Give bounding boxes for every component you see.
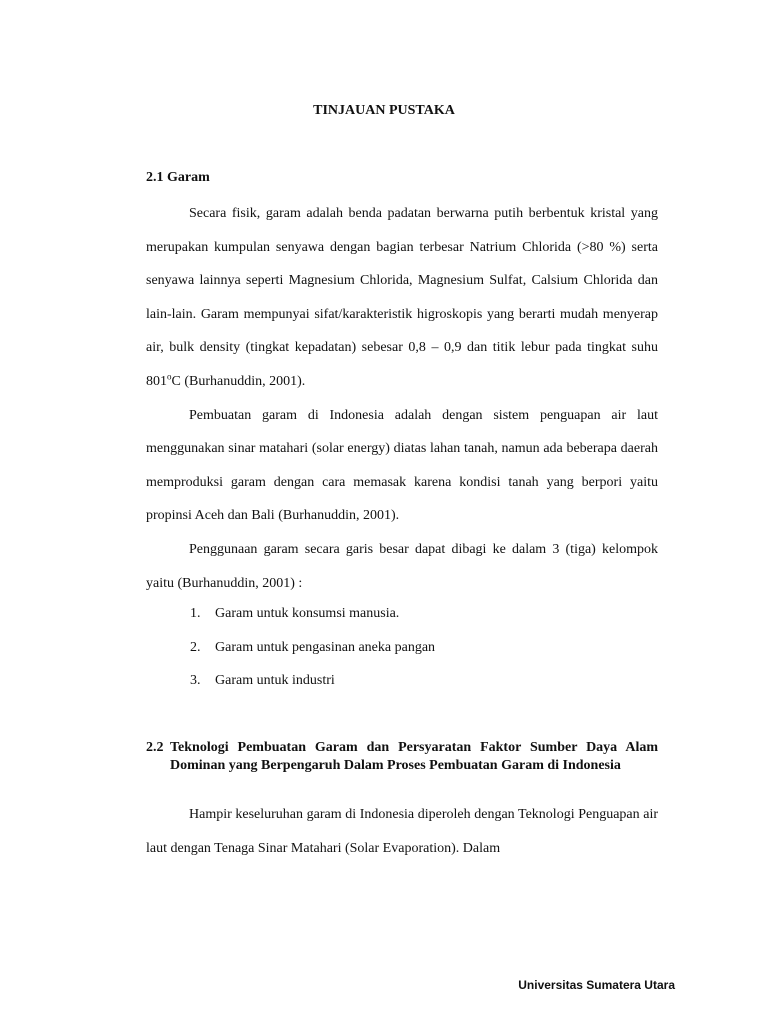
section-body-teknologi	[146, 798, 658, 865]
list-item	[190, 664, 650, 698]
paragraph: Penggunaan garam secara garis besar dapat dibagi ke dalam 3 (tiga) kelompok yaitu (Burhanuddin, 2001) :	[146, 541, 658, 591]
list-item-text: Garam untuk industri	[215, 673, 335, 689]
list-item-text: Garam untuk konsumsi manusia.	[215, 606, 400, 621]
section-heading-garam: 2.1 Garam	[146, 170, 210, 185]
list-item-number: 1.	[190, 606, 201, 621]
list-item-number: 2.	[190, 639, 201, 655]
section-body-garam	[146, 197, 658, 600]
section-number: 2.2	[146, 740, 164, 755]
section-heading-text: Teknologi Pembuatan Garam dan Persyaratan Faktor Sumber Daya Alam Dominan yang Berpengaruh Dalam Proses Pembuatan Garam di Indonesia	[170, 740, 658, 773]
paragraph: Hampir keseluruhan garam di Indonesia diperoleh dengan Teknologi Penguapan air laut dengan Tenaga Sinar Matahari (Solar Evaporation). Dalam	[146, 807, 658, 856]
list-item-number: 3.	[190, 673, 201, 689]
paragraph: Pembuatan garam di Indonesia adalah dengan sistem penguapan air laut menggunakan sinar matahari (solar energy) diatas lahan tanah, namun ada beberapa daerah memproduksi garam dengan cara memasak karena kondisi tanah yang berpori yaitu propinsi Aceh dan Bali (Burhanuddin, 2001).	[146, 407, 658, 524]
page-title: TINJAUAN PUSTAKA	[313, 103, 455, 118]
paragraph-text: Secara fisik, garam adalah benda padatan berwarna putih berbentuk kristal yang merupakan kumpulan senyawa dengan bagian terbesar Natrium Chlorida (>80 %) serta senyawa lainnya seperti Magnesium Chlorida, Magnesium Sulfat, Calsium Chlorida dan lain-lain. Garam mempunyai sifat/karakteristik higroskopis yang berarti mudah menyerap air, bulk density (tingkat kepadatan) sebesar 0,8 – 0,9 dan titik lebur pada tingkat suhu 801	[146, 206, 658, 389]
degree-superscript: o	[167, 371, 172, 382]
section-heading-teknologi	[146, 739, 658, 775]
paragraph	[146, 197, 658, 399]
list-item	[190, 597, 650, 631]
usage-list	[190, 597, 650, 698]
footer-university: Universitas Sumatera Utara	[518, 978, 675, 992]
list-item	[190, 631, 650, 665]
list-item-text: Garam untuk pengasinan aneka pangan	[215, 639, 436, 655]
paragraph-text: C (Burhanuddin, 2001).	[171, 373, 306, 389]
